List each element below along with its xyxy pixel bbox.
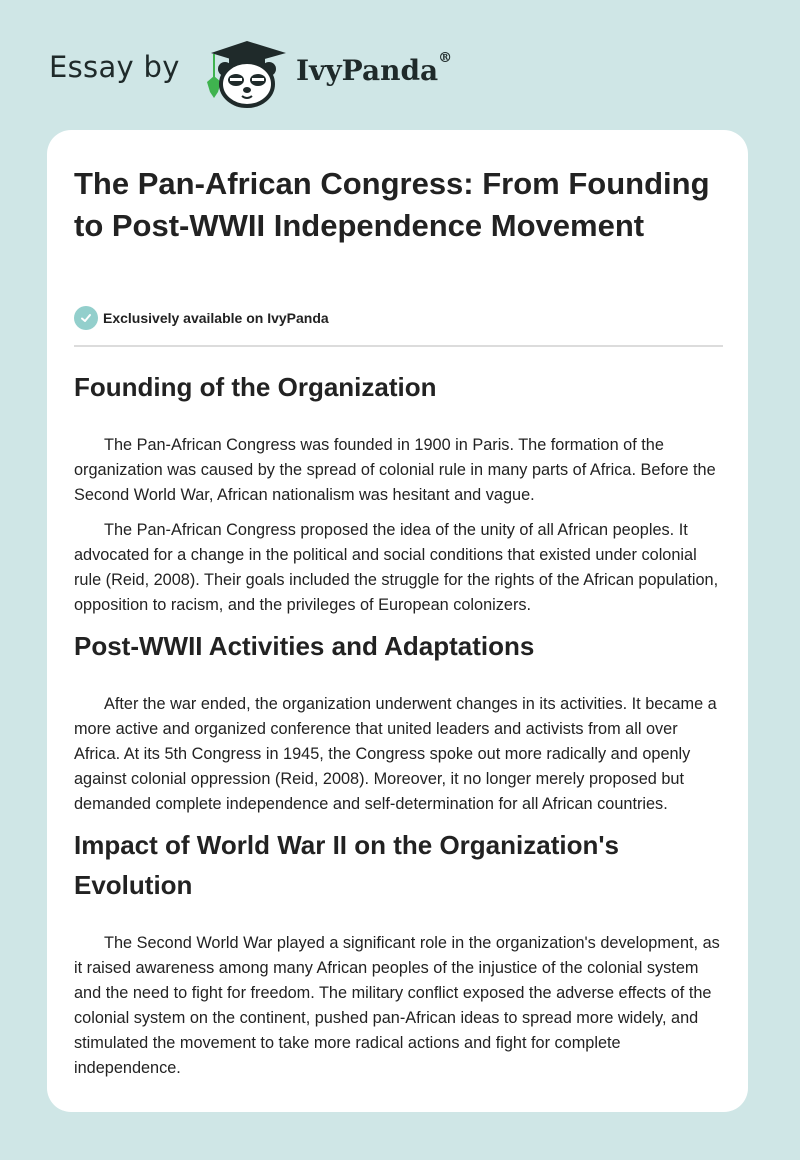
essay-by-label: Essay by	[49, 50, 180, 84]
section-heading: Founding of the Organization	[74, 372, 437, 402]
paragraph: The Pan-African Congress proposed the idea of the unity of all African peoples. It advocated for a change in the political and social conditions that existed under colonial rule (Reid, 2008). Their goals included the struggle for the rights of the African population, opposition to racism, and the privileges of European colonizers.	[74, 521, 719, 614]
check-icon	[74, 306, 98, 330]
section-impact	[74, 825, 724, 1081]
section-heading: Impact of World War II on the Organization's Evolution	[74, 830, 619, 900]
divider	[74, 345, 723, 347]
paragraph: The Pan-African Congress was founded in 1900 in Paris. The formation of the organization was caused by the spread of colonial rule in many parts of Africa. Before the Second World War, African nationalism was hesitant and vague.	[74, 436, 716, 504]
exclusive-badge	[74, 306, 329, 330]
exclusive-text: Exclusively available on IvyPanda	[103, 310, 329, 326]
panda-logo-icon[interactable]	[202, 36, 292, 108]
essay-card	[47, 130, 748, 1112]
brand-text: IvyPanda	[296, 54, 439, 87]
site-header	[0, 0, 800, 130]
section-founding	[74, 367, 724, 618]
essay-title: The Pan-African Congress: From Founding to Post-WWII Independence Movement	[74, 166, 710, 243]
essay-body	[74, 362, 724, 1081]
brand-name[interactable]	[296, 50, 453, 87]
section-heading: Post-WWII Activities and Adaptations	[74, 631, 535, 661]
paragraph: The Second World War played a significant role in the organization's development, as it raised awareness among many African peoples of the injustice of the colonial system and the need to fight for freedom. The military conflict exposed the adverse effects of the colonial system on the continent, pushed pan-African ideas to spread more widely, and stimulated the movement to take more radical actions and fight for complete independence.	[74, 934, 720, 1077]
section-post-wwii	[74, 626, 724, 817]
paragraph: After the war ended, the organization underwent changes in its activities. It became a more active and organized conference that united leaders and activists from all over Africa. At its 5th Congress in 1945, the Congress spoke out more radically and openly against colonial oppression (Reid, 2008). Moreover, it no longer merely proposed but demanded complete independence and self-determination for all African countries.	[74, 695, 717, 813]
registered-mark: ®	[438, 50, 453, 66]
